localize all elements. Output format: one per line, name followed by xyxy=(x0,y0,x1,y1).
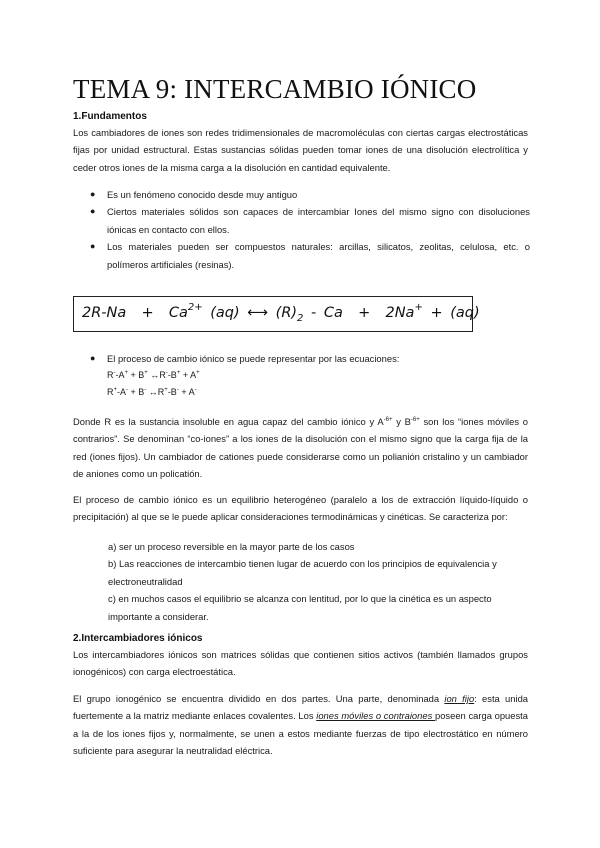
section-heading-fundamentos: 1.Fundamentos xyxy=(73,111,147,122)
bullet-icon: ● xyxy=(90,353,96,363)
characteristics-list xyxy=(108,538,528,625)
intro-paragraph: Los cambiadores de iones son redes tridimensionales de macromoléculas con ciertas cargas electrostáticas fijas por unidad estructural. Estas sustancias sólidas pueden tomar iones de una disolución electrolítica y ceder otros iones de la misma carga a la disolución en cantidad equivalente. xyxy=(73,127,528,173)
list-item: ● Los materiales pueden ser compuestos naturales: arcillas, silicatos, zeolitas, celulosa, etc. o polímeros artificiales (resinas). xyxy=(90,238,530,273)
intercambiadores-paragraph: Los intercambiadores iónicos son matrices sólidas que contienen sitios activos (también llamados grupos ionogénicos) con carga electroestática. xyxy=(73,649,528,678)
exchange-equation-anion: R+-A- + B- ↔R+-B- + A- xyxy=(107,387,197,398)
list-item: ● Es un fenómeno conocido desde muy antiguo xyxy=(90,186,530,203)
bullet-icon: ● xyxy=(90,189,96,199)
donde-paragraph: Donde R es la sustancia insoluble en agua capaz del cambio iónico y $A^{-6+}$ y $B^{-6+}$ son los “iones móviles o contrarios”. Se denominan “co-iones” a los iones de la disolución con el mismo signo que la carga fija de la red (iones fijos). Un cambiador de cationes puede considerarse como un polianión cristalino y un cambiador de aniones como un policatión. xyxy=(73,416,528,480)
exchange-equation-cation: R--A+ + B+ ↔R--B+ + A+ xyxy=(107,370,200,381)
bullet-icon: ● xyxy=(90,206,96,217)
list-item: c) en muchos casos el equilibrio se alcanza con lentitud, por lo que la cinética es un aspecto importante a considerar. xyxy=(108,593,492,622)
boxed-equation xyxy=(73,296,480,332)
list-item: a) ser un proceso reversible en la mayor parte de los casos xyxy=(108,541,355,552)
list-item: ● Ciertos materiales sólidos son capaces de intercambiar Iones del mismo signo con disoluciones iónicas en contacto con ellos. xyxy=(90,203,530,238)
grupo-ionogenico-paragraph: El grupo ionogénico se encuentra dividido en dos partes. Una parte, denominada ion fijo: esta unida fuertemente a la matriz mediante enlaces covalentes. Los iones móviles o contraiones poseen carga opuesta a la de los iones fijos y, normalmente, se unen a estos mediante fuerzas de tipo electrostático en número suficiente para asegurar la neutralidad eléctrica. xyxy=(73,693,528,757)
list-item: ● El proceso de cambio iónico se puede representar por las ecuaciones: R--A+ + B+ ↔R--B+ + A+ R+-A- + B- ↔R+-B- + A- xyxy=(90,350,530,401)
process-bullet-list xyxy=(90,350,530,401)
iones-moviles-term: iones móviles o contraiones xyxy=(316,710,435,722)
list-item: b) Las reacciones de intercambio tienen lugar de acuerdo con los principios de equivalencia y electroneutralidad xyxy=(108,558,497,587)
bullet-icon: ● xyxy=(90,241,96,252)
bullet-list xyxy=(90,186,530,273)
equation-text: $2R-Na + Ca^{2+}$ (aq) ⟷ $(R)_2 - Ca + 2Na^+ + (aq)$ xyxy=(82,302,480,324)
proceso-paragraph: El proceso de cambio iónico es un equilibrio heterogéneo (paralelo a los de extracción líquido-líquido o precipitación) al que se le puede aplicar consideraciones termodinámicas y cinéticas. Se caracteriza por: xyxy=(73,494,528,523)
page-title: TEMA 9: INTERCAMBIO IÓNICO xyxy=(73,74,477,104)
section-heading-intercambiadores: 2.Intercambiadores iónicos xyxy=(73,633,203,644)
ion-fijo-term: ion fijo xyxy=(444,693,475,704)
